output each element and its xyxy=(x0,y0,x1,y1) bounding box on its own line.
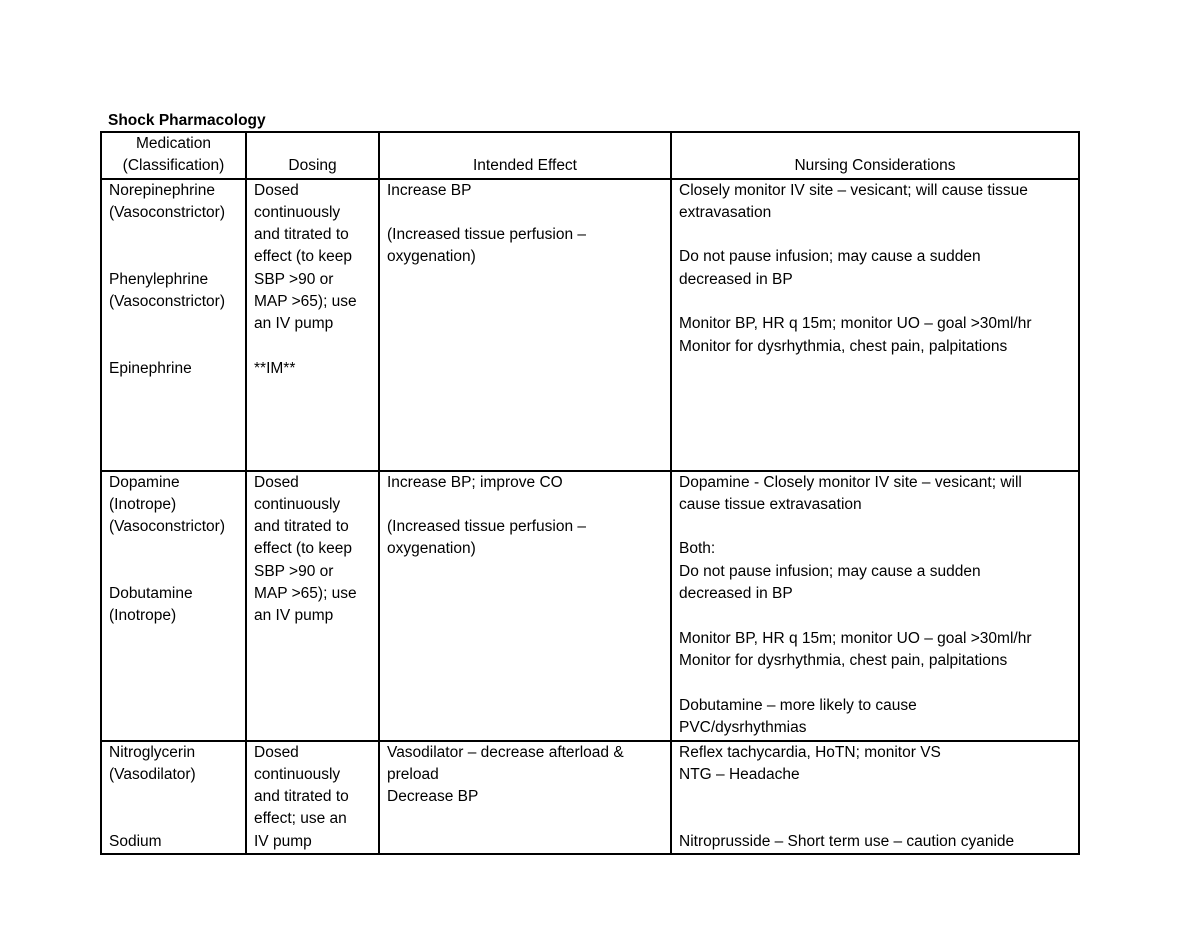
cell-dosing: Dosed continuously and titrated to effect; use an IV pump xyxy=(246,741,379,854)
cell-dosing: Dosed continuously and titrated to effect (to keep SBP >90 or MAP >65); use an IV pump xyxy=(246,471,379,741)
cell-nursing-considerations: Dopamine - Closely monitor IV site – vesicant; will cause tissue extravasation Both: Do not pause infusion; may cause a sudden decreased in BP Monitor BP, HR q 15m; monitor UO – goal >30ml/hr Monitor for dysrhythmia, chest pain, palpitations Dobutamine – more likely to cause PVC/dysrhythmias xyxy=(671,471,1079,741)
cell-intended-effect: Vasodilator – decrease afterload & preload Decrease BP xyxy=(379,741,671,854)
cell-intended-effect: Increase BP (Increased tissue perfusion – oxygenation) xyxy=(379,179,671,471)
header-medication-line: Medication xyxy=(136,135,211,152)
header-intended-effect: Intended Effect xyxy=(379,132,671,179)
cell-nursing-considerations: Reflex tachycardia, HoTN; monitor VS NTG – Headache Nitroprusside – Short term use – caution cyanide xyxy=(671,741,1079,854)
table-row xyxy=(101,179,1079,471)
cell-medication: Nitroglycerin (Vasodilator) Sodium xyxy=(101,741,246,854)
cell-medication: Dopamine (Inotrope) (Vasoconstrictor) Dobutamine (Inotrope) xyxy=(101,471,246,741)
cell-intended-effect: Increase BP; improve CO (Increased tissue perfusion – oxygenation) xyxy=(379,471,671,741)
header-dosing: Dosing xyxy=(246,132,379,179)
header-medication xyxy=(101,132,246,179)
cell-dosing: Dosed continuously and titrated to effect (to keep SBP >90 or MAP >65); use an IV pump **IM** xyxy=(246,179,379,471)
header-row xyxy=(101,132,1079,179)
document-title: Shock Pharmacology xyxy=(108,112,266,129)
table-row xyxy=(101,741,1079,854)
cell-nursing-considerations: Closely monitor IV site – vesicant; will cause tissue extravasation Do not pause infusion; may cause a sudden decreased in BP Monitor BP, HR q 15m; monitor UO – goal >30ml/hr Monitor for dysrhythmia, chest pain, palpitations xyxy=(671,179,1079,471)
pharmacology-table xyxy=(100,131,1080,855)
table-row xyxy=(101,471,1079,741)
header-medication-line: (Classification) xyxy=(122,157,225,175)
header-nursing-considerations: Nursing Considerations xyxy=(671,132,1079,179)
cell-medication: Norepinephrine (Vasoconstrictor) Phenylephrine (Vasoconstrictor) Epinephrine xyxy=(101,179,246,471)
